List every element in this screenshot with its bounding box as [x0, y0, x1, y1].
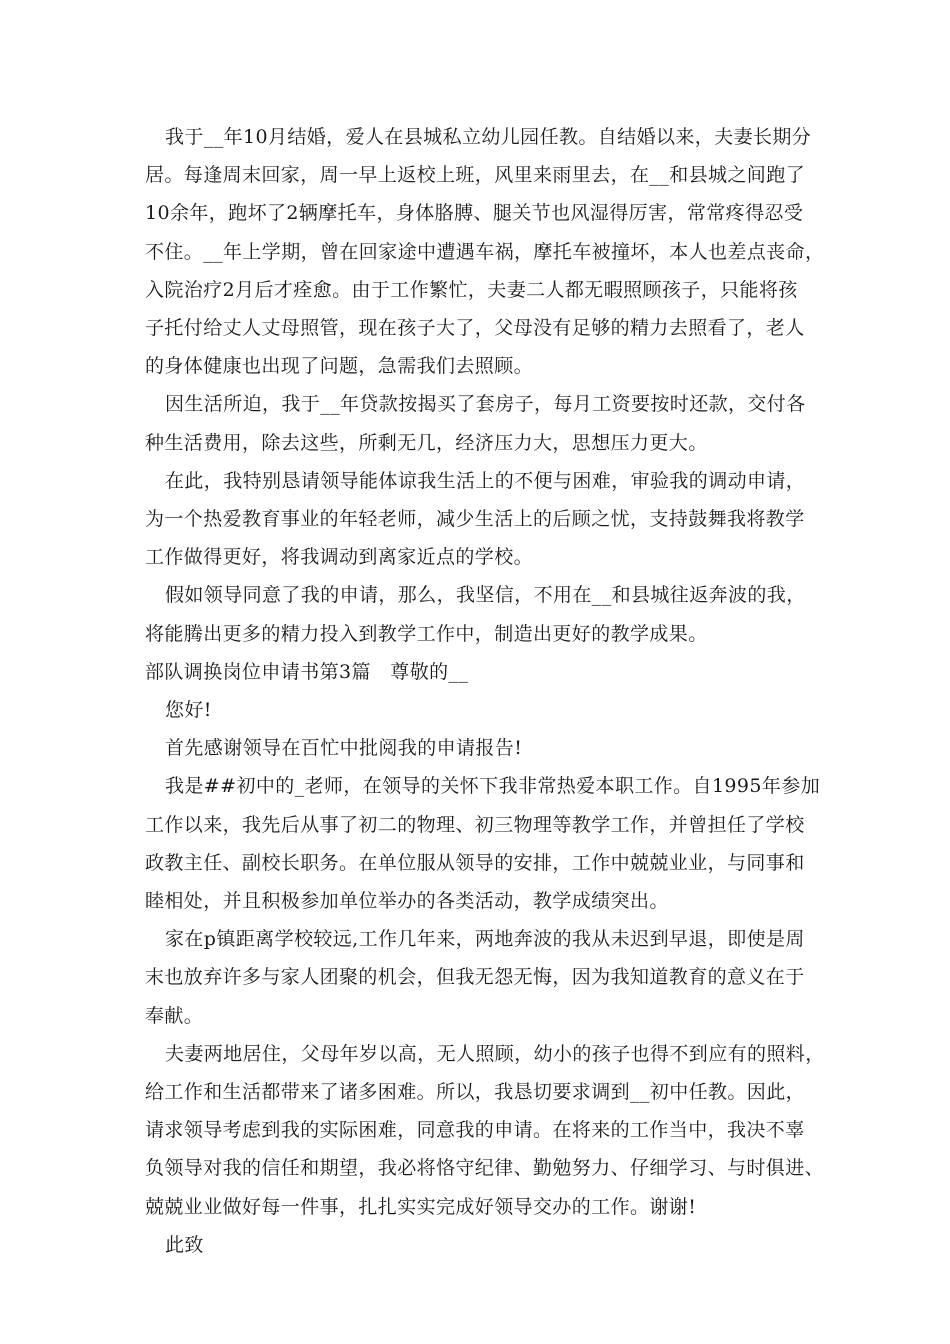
paragraph	[145, 1226, 810, 1264]
paragraph	[145, 576, 810, 652]
paragraph	[145, 1035, 825, 1226]
paragraph-line: 的身体健康也出现了问题，急需我们去照顾。	[145, 355, 534, 378]
paragraph-line: 将能腾出更多的精力投入到教学工作中，制造出更好的教学成果。	[145, 622, 708, 645]
paragraph-line: 不住。__年上学期，曾在回家途中遭遇车祸，摩托车被撞坏，本人也差点丧命，	[145, 240, 825, 263]
paragraph	[145, 462, 810, 577]
paragraph-line: 我是##初中的_老师，在领导的关怀下我非常热爱本职工作。自1995年参加	[165, 775, 821, 798]
paragraph	[145, 767, 821, 920]
document-body	[145, 118, 825, 1264]
paragraph-line: 您好!	[165, 699, 212, 722]
paragraph-line: 家在p镇距离学校较远,工作几年来，两地奔波的我从未迟到早退，即使是周	[165, 928, 805, 951]
paragraph-line: 工作做得更好，将我调动到离家近点的学校。	[145, 546, 534, 569]
paragraph-line: 我于__年10月结婚，爱人在县城私立幼儿园任教。自结婚以来，夫妻长期分	[165, 126, 812, 148]
paragraph-line: 末也放弃许多与家人团聚的机会，但我无怨无悔，因为我知道教育的意义在于	[145, 966, 805, 989]
heading-line: 部队调换岗位申请书第3篇 尊敬的__	[145, 660, 469, 683]
section-heading	[145, 653, 810, 691]
paragraph-line: 兢兢业业做好每一件事，扎扎实实完成好领导交办的工作。谢谢!	[145, 1195, 697, 1218]
paragraph-line: 夫妻两地居住，父母年岁以高，无人照顾，幼小的孩子也得不到应有的照料，	[165, 1042, 825, 1065]
paragraph-line: 请求领导考虑到我的实际困难，同意我的申请。在将来的工作当中，我决不辜	[145, 1119, 805, 1142]
paragraph-line: 首先感谢领导在百忙中批阅我的申请报告!	[165, 737, 523, 760]
paragraph-line: 居。每逢周末回家，周一早上返校上班，风里来雨里去，在__和县城之间跑了	[145, 164, 806, 187]
paragraph-line: 奉献。	[145, 1004, 204, 1027]
paragraph	[145, 920, 810, 1035]
paragraph	[145, 729, 810, 767]
paragraph-line: 种生活费用，除去这些，所剩无几，经济压力大，思想压力更大。	[145, 431, 708, 454]
paragraph	[145, 385, 810, 461]
paragraph-line: 工作以来，我先后从事了初二的物理、初三物理等教学工作，并曾担任了学校	[145, 813, 805, 836]
paragraph-line: 入院治疗2月后才痊愈。由于工作繁忙，夫妻二人都无暇照顾孩子，只能将孩	[145, 278, 798, 301]
paragraph-line: 子托付给丈人丈母照管，现在孩子大了，父母没有足够的精力去照看了，老人	[145, 317, 805, 340]
paragraph-line: 给工作和生活都带来了诸多困难。所以，我恳切要求调到__初中任教。因此，	[145, 1081, 806, 1104]
paragraph-line: 政教主任、副校长职务。在单位服从领导的安排，工作中兢兢业业，与同事和	[145, 851, 805, 874]
paragraph	[145, 118, 825, 385]
paragraph-line: 此致	[165, 1233, 204, 1256]
paragraph-line: 在此，我特别恳请领导能体谅我生活上的不便与困难，审验我的调动申请，	[165, 469, 806, 492]
paragraph-line: 10余年，跑坏了2辆摩托车，身体胳膊、腿关节也风湿得厉害，常常疼得忍受	[145, 202, 804, 225]
paragraph-line: 因生活所迫，我于__年贷款按揭买了套房子，每月工资要按时还款，交付各	[165, 393, 806, 416]
paragraph-line: 睦相处，并且积极参加单位举办的各类活动，教学成绩突出。	[145, 890, 669, 913]
paragraph-line: 假如领导同意了我的申请，那么，我坚信，不用在__和县城往返奔波的我，	[165, 584, 806, 607]
paragraph-line: 负领导对我的信任和期望，我必将恪守纪律、勤勉努力、仔细学习、与时俱进、	[145, 1157, 825, 1180]
paragraph-line: 为一个热爱教育事业的年轻老师，减少生活上的后顾之忧，支持鼓舞我将教学	[145, 508, 805, 531]
paragraph	[145, 691, 810, 729]
